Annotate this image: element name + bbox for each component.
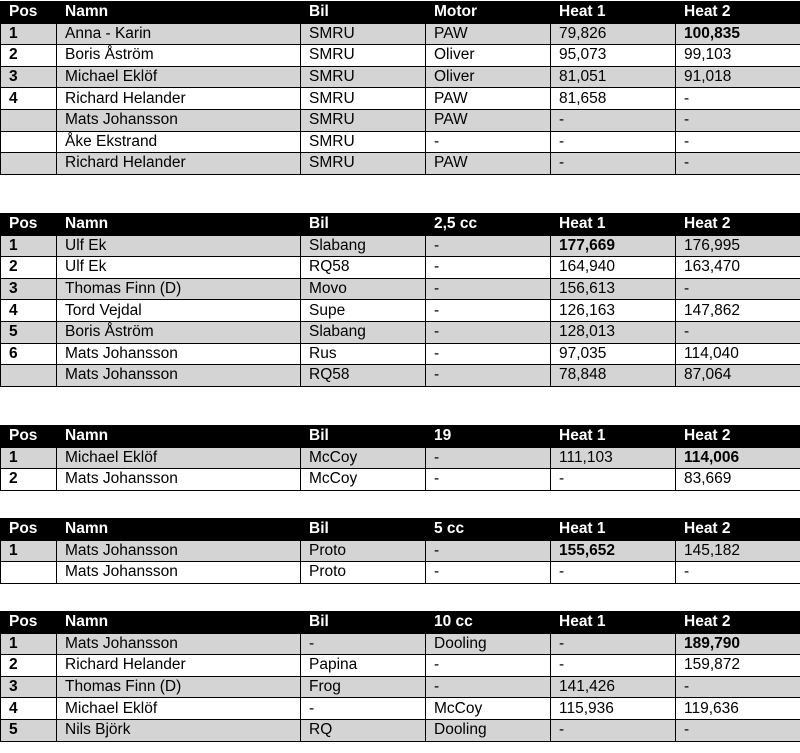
header-name: Namn — [57, 426, 301, 448]
header-pos: Pos — [1, 519, 57, 541]
cell-heat1: - — [551, 109, 676, 131]
header-motor: 10 cc — [426, 612, 551, 634]
cell-motor: - — [426, 469, 551, 491]
table-header-row — [1, 612, 800, 634]
header-heat2: Heat 2 — [676, 426, 800, 448]
cell-heat1: 97,035 — [551, 343, 676, 365]
header-car: Bil — [301, 2, 426, 24]
cell-name: Richard Helander — [57, 153, 301, 175]
cell-heat1: 177,669 — [551, 235, 676, 257]
cell-car: Slabang — [301, 235, 426, 257]
cell-pos — [1, 562, 57, 584]
table-row — [1, 562, 800, 584]
cell-heat2: - — [676, 109, 800, 131]
cell-motor: - — [426, 562, 551, 584]
cell-motor: McCoy — [426, 698, 551, 720]
cell-motor: - — [426, 131, 551, 153]
results-table — [0, 213, 800, 387]
cell-motor: - — [426, 343, 551, 365]
cell-heat2: 147,862 — [676, 300, 800, 322]
table-row — [1, 633, 800, 655]
cell-heat1: 111,103 — [551, 447, 676, 469]
cell-car: SMRU — [301, 109, 426, 131]
cell-heat2: 99,103 — [676, 45, 800, 67]
table-row — [1, 343, 800, 365]
cell-pos: 2 — [1, 469, 57, 491]
header-name: Namn — [57, 214, 301, 236]
cell-name: Mats Johansson — [57, 109, 301, 131]
cell-name: Richard Helander — [57, 655, 301, 677]
cell-name: Mats Johansson — [57, 562, 301, 584]
header-car: Bil — [301, 519, 426, 541]
results-table — [0, 425, 800, 491]
header-heat2: Heat 2 — [676, 214, 800, 236]
cell-heat2: - — [676, 719, 800, 741]
results-table — [0, 518, 800, 584]
cell-motor: Dooling — [426, 633, 551, 655]
cell-car: - — [301, 698, 426, 720]
cell-pos — [1, 153, 57, 175]
cell-heat2: 189,790 — [676, 633, 800, 655]
cell-heat2: 145,182 — [676, 540, 800, 562]
cell-heat1: - — [551, 655, 676, 677]
cell-pos: 1 — [1, 447, 57, 469]
cell-pos: 3 — [1, 676, 57, 698]
header-name: Namn — [57, 612, 301, 634]
cell-pos: 2 — [1, 257, 57, 279]
table-row — [1, 257, 800, 279]
cell-car: McCoy — [301, 469, 426, 491]
table-header-row — [1, 214, 800, 236]
cell-car: Frog — [301, 676, 426, 698]
cell-car: Proto — [301, 562, 426, 584]
cell-pos: 3 — [1, 66, 57, 88]
cell-name: Tord Vejdal — [57, 300, 301, 322]
cell-pos: 4 — [1, 88, 57, 110]
cell-heat1: 141,426 — [551, 676, 676, 698]
cell-car: SMRU — [301, 153, 426, 175]
cell-heat2: 91,018 — [676, 66, 800, 88]
table-row — [1, 131, 800, 153]
table-row — [1, 655, 800, 677]
cell-pos: 1 — [1, 23, 57, 45]
table-row — [1, 66, 800, 88]
cell-name: Mats Johansson — [57, 540, 301, 562]
header-heat1: Heat 1 — [551, 214, 676, 236]
cell-car: SMRU — [301, 23, 426, 45]
cell-name: Thomas Finn (D) — [57, 676, 301, 698]
header-name: Namn — [57, 2, 301, 24]
cell-car: - — [301, 633, 426, 655]
header-motor: 5 cc — [426, 519, 551, 541]
table-row — [1, 676, 800, 698]
cell-name: Mats Johansson — [57, 469, 301, 491]
cell-car: Movo — [301, 278, 426, 300]
cell-pos — [1, 109, 57, 131]
header-heat2: Heat 2 — [676, 2, 800, 24]
cell-heat2: - — [676, 676, 800, 698]
cell-heat1: 81,658 — [551, 88, 676, 110]
cell-pos: 2 — [1, 655, 57, 677]
results-table — [0, 1, 800, 175]
cell-pos: 1 — [1, 235, 57, 257]
table-row — [1, 153, 800, 175]
cell-motor: Oliver — [426, 45, 551, 67]
table-header-row — [1, 519, 800, 541]
cell-pos: 5 — [1, 719, 57, 741]
cell-heat1: 156,613 — [551, 278, 676, 300]
table-row — [1, 540, 800, 562]
cell-heat1: - — [551, 469, 676, 491]
cell-motor: PAW — [426, 153, 551, 175]
cell-name: Ulf Ek — [57, 257, 301, 279]
table-row — [1, 235, 800, 257]
cell-car: Proto — [301, 540, 426, 562]
cell-name: Michael Eklöf — [57, 447, 301, 469]
table-row — [1, 719, 800, 741]
cell-pos: 4 — [1, 698, 57, 720]
cell-heat2: - — [676, 131, 800, 153]
cell-heat1: 164,940 — [551, 257, 676, 279]
cell-motor: - — [426, 447, 551, 469]
cell-pos: 3 — [1, 278, 57, 300]
header-car: Bil — [301, 214, 426, 236]
results-table — [0, 611, 800, 742]
cell-car: RQ58 — [301, 365, 426, 387]
header-pos: Pos — [1, 426, 57, 448]
cell-car: Papina — [301, 655, 426, 677]
cell-pos: 2 — [1, 45, 57, 67]
cell-motor: - — [426, 235, 551, 257]
cell-heat2: 119,636 — [676, 698, 800, 720]
cell-heat2: 100,835 — [676, 23, 800, 45]
table-header-row — [1, 426, 800, 448]
cell-heat1: - — [551, 633, 676, 655]
cell-name: Michael Eklöf — [57, 66, 301, 88]
cell-motor: Oliver — [426, 66, 551, 88]
cell-heat2: 114,006 — [676, 447, 800, 469]
table-row — [1, 698, 800, 720]
table-row — [1, 45, 800, 67]
cell-heat2: - — [676, 153, 800, 175]
cell-name: Richard Helander — [57, 88, 301, 110]
cell-name: Åke Ekstrand — [57, 131, 301, 153]
cell-heat1: 81,051 — [551, 66, 676, 88]
cell-motor: - — [426, 257, 551, 279]
table-row — [1, 300, 800, 322]
cell-car: Slabang — [301, 321, 426, 343]
header-heat1: Heat 1 — [551, 2, 676, 24]
header-heat2: Heat 2 — [676, 612, 800, 634]
cell-heat1: - — [551, 562, 676, 584]
cell-name: Nils Björk — [57, 719, 301, 741]
cell-heat2: 159,872 — [676, 655, 800, 677]
cell-pos: 6 — [1, 343, 57, 365]
header-pos: Pos — [1, 214, 57, 236]
cell-motor: - — [426, 540, 551, 562]
cell-heat1: - — [551, 131, 676, 153]
header-heat1: Heat 1 — [551, 426, 676, 448]
cell-pos — [1, 365, 57, 387]
table-row — [1, 365, 800, 387]
table-row — [1, 23, 800, 45]
cell-motor: Dooling — [426, 719, 551, 741]
cell-heat1: 126,163 — [551, 300, 676, 322]
cell-heat1: 155,652 — [551, 540, 676, 562]
cell-name: Mats Johansson — [57, 343, 301, 365]
cell-car: Rus — [301, 343, 426, 365]
table-row — [1, 109, 800, 131]
cell-car: SMRU — [301, 131, 426, 153]
cell-name: Anna - Karin — [57, 23, 301, 45]
header-car: Bil — [301, 426, 426, 448]
cell-heat1: 115,936 — [551, 698, 676, 720]
header-motor: 19 — [426, 426, 551, 448]
cell-motor: - — [426, 300, 551, 322]
cell-name: Mats Johansson — [57, 633, 301, 655]
cell-heat1: 78,848 — [551, 365, 676, 387]
cell-heat2: - — [676, 562, 800, 584]
cell-heat1: - — [551, 153, 676, 175]
cell-name: Boris Åström — [57, 321, 301, 343]
cell-heat2: 176,995 — [676, 235, 800, 257]
cell-car: RQ58 — [301, 257, 426, 279]
cell-motor: PAW — [426, 109, 551, 131]
table-header-row — [1, 2, 800, 24]
cell-heat1: 79,826 — [551, 23, 676, 45]
header-heat1: Heat 1 — [551, 612, 676, 634]
cell-name: Ulf Ek — [57, 235, 301, 257]
table-row — [1, 278, 800, 300]
cell-pos: 1 — [1, 540, 57, 562]
cell-motor: PAW — [426, 88, 551, 110]
cell-heat2: - — [676, 278, 800, 300]
cell-car: SMRU — [301, 88, 426, 110]
header-motor: 2,5 cc — [426, 214, 551, 236]
cell-motor: - — [426, 676, 551, 698]
header-car: Bil — [301, 612, 426, 634]
header-pos: Pos — [1, 2, 57, 24]
cell-heat1: 128,013 — [551, 321, 676, 343]
cell-name: Mats Johansson — [57, 365, 301, 387]
header-heat2: Heat 2 — [676, 519, 800, 541]
cell-motor: PAW — [426, 23, 551, 45]
cell-heat2: 87,064 — [676, 365, 800, 387]
cell-heat2: 163,470 — [676, 257, 800, 279]
cell-motor: - — [426, 655, 551, 677]
table-row — [1, 447, 800, 469]
cell-pos: 4 — [1, 300, 57, 322]
cell-pos: 5 — [1, 321, 57, 343]
cell-name: Thomas Finn (D) — [57, 278, 301, 300]
cell-heat1: - — [551, 719, 676, 741]
table-row — [1, 321, 800, 343]
cell-heat2: 114,040 — [676, 343, 800, 365]
cell-heat2: 83,669 — [676, 469, 800, 491]
cell-car: Supe — [301, 300, 426, 322]
cell-car: SMRU — [301, 66, 426, 88]
cell-car: SMRU — [301, 45, 426, 67]
cell-car: McCoy — [301, 447, 426, 469]
table-row — [1, 469, 800, 491]
cell-pos — [1, 131, 57, 153]
cell-name: Michael Eklöf — [57, 698, 301, 720]
cell-motor: - — [426, 278, 551, 300]
header-motor: Motor — [426, 2, 551, 24]
header-heat1: Heat 1 — [551, 519, 676, 541]
cell-heat2: - — [676, 88, 800, 110]
cell-car: RQ — [301, 719, 426, 741]
table-row — [1, 88, 800, 110]
header-pos: Pos — [1, 612, 57, 634]
cell-motor: - — [426, 321, 551, 343]
cell-heat2: - — [676, 321, 800, 343]
cell-heat1: 95,073 — [551, 45, 676, 67]
header-name: Namn — [57, 519, 301, 541]
cell-name: Boris Åström — [57, 45, 301, 67]
cell-pos: 1 — [1, 633, 57, 655]
cell-motor: - — [426, 365, 551, 387]
